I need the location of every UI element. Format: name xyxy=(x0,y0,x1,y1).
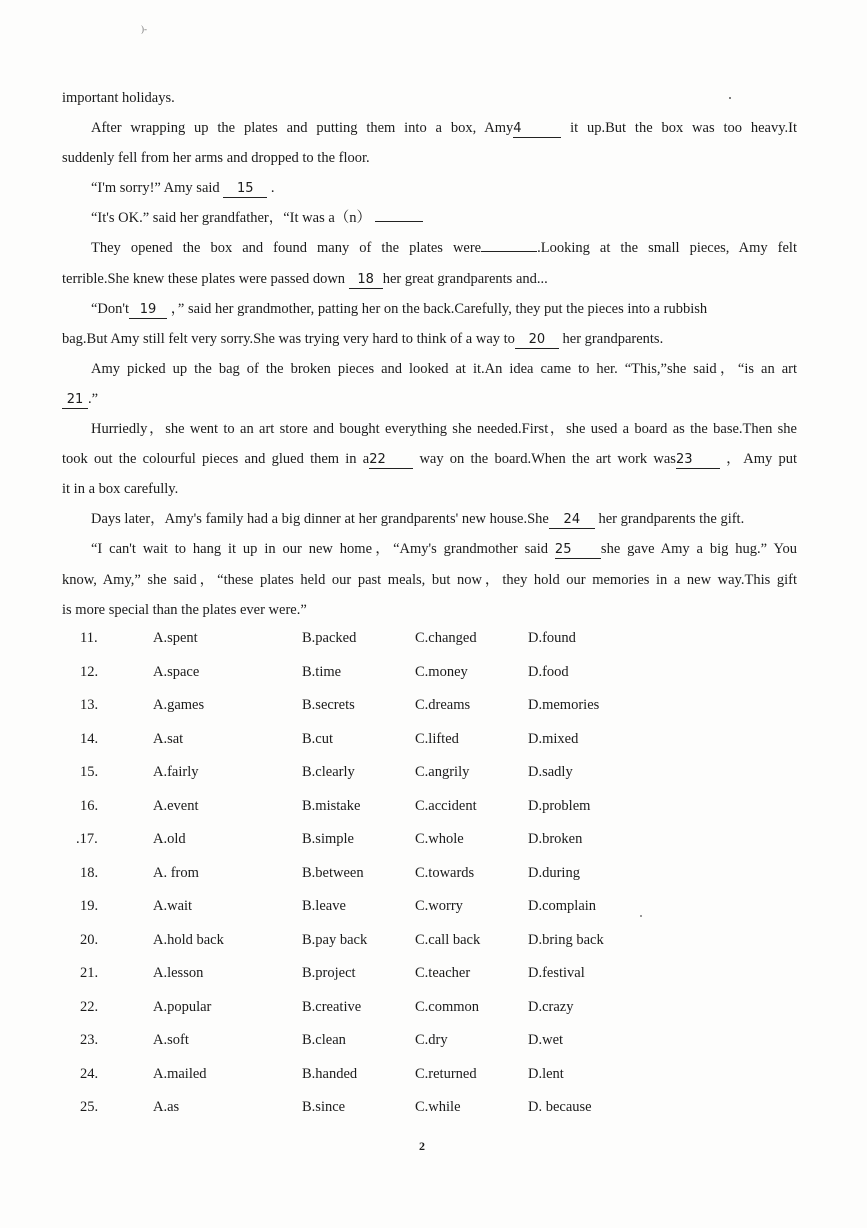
option-a: A.games xyxy=(153,697,205,713)
option-a: A.sat xyxy=(153,730,184,747)
line-text: .Looking at the small pieces, Amy felt xyxy=(537,240,797,257)
answer-options xyxy=(76,624,720,1127)
option-d: D.crazy xyxy=(528,998,574,1015)
option-a: A.spent xyxy=(153,630,198,646)
option-a: A.soft xyxy=(153,1032,189,1048)
option-b: B.mistake xyxy=(302,797,361,814)
line-text: she gave Amy a big hug.” You xyxy=(600,541,797,558)
line-text: .” xyxy=(88,390,99,407)
answer-blank: 25 xyxy=(555,541,601,559)
option-c: C.angrily xyxy=(415,764,470,780)
option-a: A.hold back xyxy=(153,931,224,948)
line-text: “Don't xyxy=(91,300,130,317)
option-b: B.project xyxy=(302,965,356,981)
option-d: D.broken xyxy=(528,831,583,847)
option-d: D.sadly xyxy=(528,764,573,780)
option-b: B.pay back xyxy=(302,931,368,948)
cloze-passage xyxy=(62,83,797,625)
option-b: B.creative xyxy=(302,998,362,1015)
line-text: bag.But Amy still felt very sorry.She was trying very hard to think of a way to xyxy=(62,330,515,347)
option-b: B.handed xyxy=(302,1065,358,1082)
line-text: Days later，Amy's family had a big dinner at her grandparents' new house.She xyxy=(91,511,549,528)
option-c: C.common xyxy=(415,998,480,1015)
question-number: 18. xyxy=(80,864,99,881)
option-c: C.worry xyxy=(415,898,463,914)
option-d: D.food xyxy=(528,663,569,680)
line-text: After wrapping up the plates and putting them into a box, Amy xyxy=(91,120,514,137)
question-row xyxy=(76,825,720,859)
passage-line xyxy=(62,264,797,294)
answer-blank xyxy=(375,204,423,222)
option-c: C.changed xyxy=(415,630,477,646)
answer-blank: 18 xyxy=(349,271,383,289)
option-c: C.lifted xyxy=(415,730,459,747)
option-b: B.between xyxy=(302,864,364,881)
passage-line: is more special than the plates ever were.” xyxy=(62,601,307,618)
option-b: B.clean xyxy=(302,1032,346,1048)
answer-blank: 19 xyxy=(129,301,167,319)
question-number: 13. xyxy=(80,697,99,713)
option-a: A.space xyxy=(153,663,200,680)
option-c: C.while xyxy=(415,1099,461,1115)
passage-line xyxy=(62,324,797,354)
question-row xyxy=(80,792,720,826)
line-text: “I can't wait to hang it up in our new home，“Amy's grandmother said xyxy=(91,541,549,558)
option-c: C.towards xyxy=(415,864,475,881)
line-text: They opened the box and found many of the plates were xyxy=(91,240,482,257)
line-text: “It's OK.” said her grandfather，“It was a（n） xyxy=(91,210,372,227)
line-text: took out the colourful pieces and glued them in a xyxy=(62,451,370,468)
option-a: A.event xyxy=(153,797,199,814)
passage-line xyxy=(62,444,797,474)
question-row xyxy=(80,624,720,658)
option-c: C.dry xyxy=(415,1032,448,1048)
question-number: 12. xyxy=(80,663,99,680)
answer-blank: 22 xyxy=(369,451,413,469)
option-b: B.since xyxy=(302,1099,346,1115)
option-d: D.festival xyxy=(528,965,585,981)
question-row xyxy=(80,892,720,926)
question-number: 23. xyxy=(80,1032,99,1048)
line-text: her grandparents the gift. xyxy=(598,511,745,528)
answer-blank xyxy=(481,234,537,252)
line-text: terrible.She knew these plates were passed down xyxy=(62,270,346,287)
passage-line xyxy=(62,203,797,233)
question-row xyxy=(80,658,720,692)
option-c: C.teacher xyxy=(415,965,471,981)
line-text: ，” said her grandmother, patting her on the back.Carefully, they put the pieces into a rubbish xyxy=(170,300,708,317)
passage-line xyxy=(62,294,797,324)
question-number: 14. xyxy=(80,730,99,747)
option-d: D.bring back xyxy=(528,931,604,948)
option-c: C.money xyxy=(415,663,468,680)
answer-blank: 23 xyxy=(676,451,720,469)
option-a: A.old xyxy=(153,831,186,847)
option-d: D.found xyxy=(528,630,576,646)
passage-line xyxy=(62,504,797,534)
question-number: 22. xyxy=(80,998,99,1015)
option-a: A.as xyxy=(153,1099,180,1115)
question-number: 15. xyxy=(80,764,99,780)
page-number: 2 xyxy=(419,1139,425,1153)
option-d: D.mixed xyxy=(528,730,579,747)
line-text: ，Amy put xyxy=(726,451,798,468)
answer-blank: 24 xyxy=(549,511,595,529)
question-number: 24. xyxy=(80,1065,99,1082)
line-text: her grandparents. xyxy=(562,330,664,347)
passage-line xyxy=(62,173,797,203)
scan-mark: )- xyxy=(141,24,147,34)
option-d: D. because xyxy=(528,1099,592,1115)
question-number: 20. xyxy=(80,931,99,948)
passage-line: it in a box carefully. xyxy=(62,481,179,498)
option-a: A.wait xyxy=(153,898,193,914)
answer-blank: 21 xyxy=(62,391,88,409)
question-row xyxy=(80,691,720,725)
option-d: D.wet xyxy=(528,1032,564,1048)
passage-line xyxy=(62,384,797,414)
option-b: B.cut xyxy=(302,730,334,747)
question-row xyxy=(80,959,720,993)
option-b: B.clearly xyxy=(302,764,355,780)
option-b: B.time xyxy=(302,663,342,680)
option-b: B.secrets xyxy=(302,697,355,713)
passage-line: know, Amy,” she said，“these plates held our past meals, but now，they hold our memories in a new way.This gift xyxy=(62,571,797,588)
question-row xyxy=(80,1026,720,1060)
question-row xyxy=(80,859,720,893)
option-a: A.mailed xyxy=(153,1065,207,1082)
question-number: 25. xyxy=(80,1099,99,1115)
option-c: C.call back xyxy=(415,931,481,948)
line-text: way on the board.When the art work was xyxy=(419,451,676,468)
line-text: her great grandparents and... xyxy=(382,270,548,287)
passage-line: suddenly fell from her arms and dropped to the floor. xyxy=(62,150,370,167)
option-b: B.packed xyxy=(302,630,357,646)
question-number: .17. xyxy=(76,831,98,847)
option-c: C.whole xyxy=(415,831,464,847)
question-number: 21. xyxy=(80,965,99,981)
question-row xyxy=(80,758,720,792)
option-a: A.popular xyxy=(153,998,212,1015)
answer-blank: 15 xyxy=(223,180,267,198)
passage-line xyxy=(62,534,797,564)
question-row xyxy=(80,993,720,1027)
question-row xyxy=(80,1060,720,1094)
passage-line xyxy=(62,113,797,143)
line-text: it up.But the box was too heavy.It xyxy=(570,120,797,137)
option-a: A.fairly xyxy=(153,764,199,780)
passage-line: Amy picked up the bag of the broken pieces and looked at it.An idea came to her. “This,”she said，“is an art xyxy=(91,360,797,377)
option-c: C.accident xyxy=(415,797,477,814)
option-c: C.dreams xyxy=(415,697,471,713)
option-d: D.memories xyxy=(528,697,600,713)
option-a: A. from xyxy=(153,864,199,881)
option-c: C.returned xyxy=(415,1065,477,1082)
line-text: “I'm sorry!” Amy said xyxy=(91,180,220,197)
answer-blank: 4 xyxy=(513,120,561,138)
answer-blank: 20 xyxy=(515,331,559,349)
question-row xyxy=(80,1093,720,1127)
question-row xyxy=(80,926,720,960)
passage-line: Hurriedly，she went to an art store and bought everything she needed.First，she used a board as the base.Then she xyxy=(91,421,797,438)
option-d: D.problem xyxy=(528,797,591,814)
question-row xyxy=(80,725,720,759)
option-b: B.simple xyxy=(302,831,354,847)
question-number: 16. xyxy=(80,797,99,814)
line-text: . xyxy=(270,180,275,197)
option-d: D.lent xyxy=(528,1065,564,1082)
option-b: B.leave xyxy=(302,898,346,914)
option-a: A.lesson xyxy=(153,965,204,981)
question-number: 11. xyxy=(80,630,98,646)
passage-line: important holidays. xyxy=(62,90,175,106)
option-d: D.complain xyxy=(528,898,597,914)
option-d: D.during xyxy=(528,864,580,881)
passage-line xyxy=(62,233,797,263)
question-number: 19. xyxy=(80,898,99,914)
